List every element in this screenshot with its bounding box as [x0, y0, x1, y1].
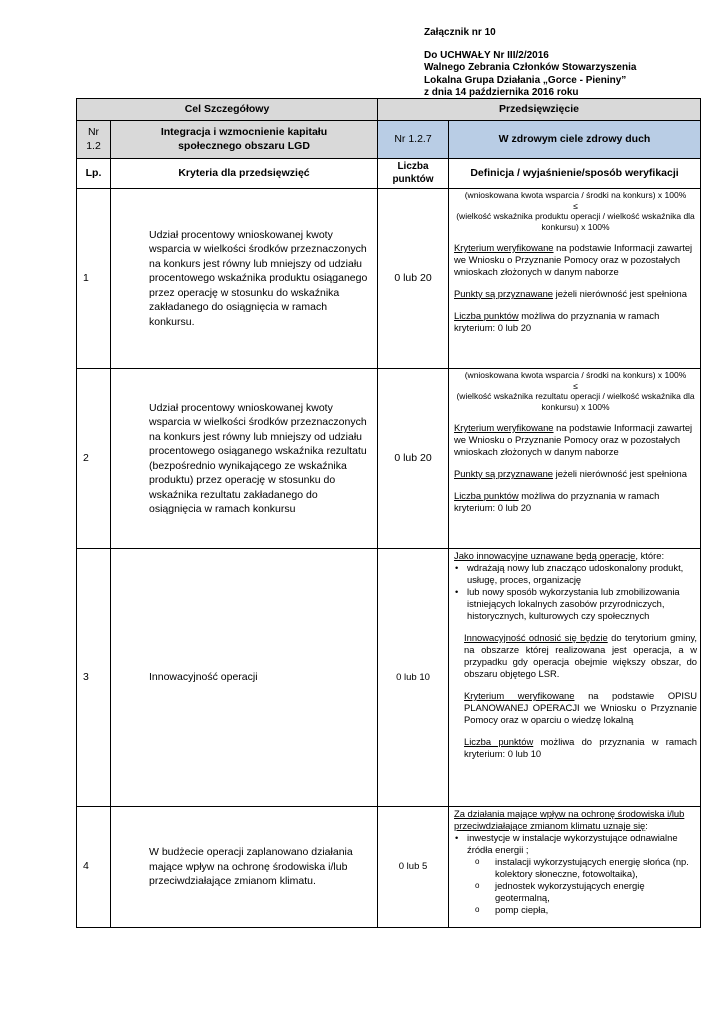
innovation-intro: Jako innowacyjne uznawane będą operacje, które: [454, 550, 665, 561]
criterion-text: Udział procentowy wnioskowanej kwoty wsparcia w wielkości środków przeznaczonych na konkurs jest równy lub mniejszy od udziału procentowego osiąganego wskaźnika rezultatu (bezpośrednio wynikającego ze wskaźnika produktu) przez operację w stosunku do wskaźnika rezultatu zakładanego do osiągnięcia w ramach konkursu [111, 369, 378, 549]
goal-name: Integracja i wzmocnienie kapitału społecznego obszaru LGD [111, 121, 378, 159]
innovation-list [454, 562, 697, 622]
list-item: • inwestycje w instalacje wykorzystujące odnawialne źródła energii ; [454, 832, 697, 856]
criteria-table [76, 98, 701, 928]
innovation-scope: Innowacyjność odnosić się będzie do terytorium gminy, na obszarze której realizowana jest operacja, a w przypadku gdy operacja obejmie większy obszar, do obszaru objętego LSR. [464, 632, 698, 679]
criteria-heading: Kryteria dla przedsięwzięć [111, 159, 378, 189]
table-row [77, 99, 701, 121]
verification-text: Kryterium weryfikowane na podstawie OPISU PLANOWANEJ OPERACJI we Wniosku o Przyznanie Pomocy oraz w oparciu o wiedzę lokalną [464, 690, 698, 725]
scoring-rule: Punkty są przyznawane jeżeli nierówność jest spełniona [454, 288, 687, 299]
definition-cell [449, 369, 701, 549]
association-line: Lokalna Grupa Działania „Gorce - Pieniny” [424, 74, 627, 86]
goal-number: Nr 1.2 [77, 121, 111, 159]
definition-heading: Definicja / wyjaśnienie/sposób weryfikacji [449, 159, 701, 189]
environment-intro: Za działania mające wpływ na ochronę środowiska i/lub przeciwdziałające zmianom klimatu uznaje się: [454, 808, 685, 831]
formula-top: (wnioskowana kwota wsparcia / środki na konkurs) x 100% [464, 190, 687, 200]
points-range: Liczba punktów możliwa do przyznania w ramach kryterium: 0 lub 10 [464, 736, 698, 759]
points-range: Liczba punktów możliwa do przyznania w ramach kryterium: 0 lub 20 [454, 490, 660, 513]
assembly-line: Walnego Zebrania Członków Stowarzyszenia [424, 62, 637, 74]
table-row [77, 369, 701, 549]
date-line: z dnia 14 października 2016 roku [424, 87, 579, 99]
formula-bottom: (wielkość wskaźnika produktu operacji / wielkość wskaźnika dla konkursu) x 100% [456, 211, 695, 232]
verification-text: Kryterium weryfikowane na podstawie Informacji zawartej we Wniosku o Przyznanie Pomocy oraz w pozostałych wnioskach złożonych w danym naborze [454, 242, 693, 277]
points-value: 0 lub 20 [378, 369, 449, 549]
verification-text: Kryterium weryfikowane na podstawie Informacji zawartej we Wniosku o Przyznanie Pomocy oraz w pozostałych wnioskach złożonych w danym naborze [454, 422, 693, 457]
points-value: 0 lub 5 [378, 807, 449, 928]
attachment-number: Załącznik nr 10 [424, 27, 496, 38]
list-item: • lub nowy sposób wykorzystania lub zmobilizowania istniejących lokalnych zasobów przyrodniczych, historycznych, kulturowych czy społecznych [454, 586, 697, 622]
definition-cell [449, 549, 701, 807]
formula-operator: ≤ [573, 200, 578, 211]
scoring-rule: Punkty są przyznawane jeżeli nierówność jest spełniona [454, 468, 687, 479]
list-item: o pomp ciepła, [454, 904, 697, 916]
definition-cell [449, 189, 701, 369]
action-number: Nr 1.2.7 [378, 121, 449, 159]
points-value: 0 lub 20 [378, 189, 449, 369]
definition-cell [449, 807, 701, 928]
table-row [77, 189, 701, 369]
action-name: W zdrowym ciele zdrowy duch [449, 121, 701, 159]
list-item: o jednostek wykorzystujących energię geotermalną, [454, 880, 697, 904]
table-row [77, 549, 701, 807]
formula-top: (wnioskowana kwota wsparcia / środki na konkurs) x 100% [464, 370, 687, 380]
list-item: o instalacji wykorzystujących energię słońca (np. kolektory słoneczne, fotowoltaika), [454, 856, 697, 880]
formula-operator: ≤ [573, 380, 578, 391]
lp-heading: Lp. [77, 159, 111, 189]
goal-heading: Cel Szczegółowy [77, 99, 378, 121]
document-header [424, 27, 636, 100]
row-number: 2 [77, 369, 111, 549]
criterion-text: W budżecie operacji zaplanowano działania mające wpływ na ochronę środowiska i/lub przeciwdziałające zmianom klimatu. [111, 807, 378, 928]
points-value: 0 lub 10 [378, 549, 449, 807]
formula-bottom: (wielkość wskaźnika rezultatu operacji / wielkość wskaźnika dla konkursu) x 100% [456, 391, 695, 412]
environment-list [454, 832, 697, 856]
table-row [77, 159, 701, 189]
row-number: 3 [77, 549, 111, 807]
energy-sublist [454, 856, 697, 916]
list-item: • wdrażają nowy lub znacząco udoskonalony produkt, usługę, proces, organizację [454, 562, 697, 586]
criterion-text: Udział procentowy wnioskowanej kwoty wsparcia w wielkości środków przeznaczonych na konkurs jest równy lub mniejszy od udziału procentowego wskaźnika produktu osiąganego przez operację w stosunku do wskaźnika zakładanego do osiągnięcia w ramach konkursu. [111, 189, 378, 369]
points-heading: Liczba punktów [378, 159, 449, 189]
row-number: 1 [77, 189, 111, 369]
resolution-line: Do UCHWAŁY Nr III/2/2016 [424, 49, 549, 61]
action-heading: Przedsięwzięcie [378, 99, 701, 121]
points-range: Liczba punktów możliwa do przyznania w ramach kryterium: 0 lub 20 [454, 310, 660, 333]
table-row [77, 121, 701, 159]
criterion-text: Innowacyjność operacji [111, 549, 378, 807]
table-row [77, 807, 701, 928]
row-number: 4 [77, 807, 111, 928]
